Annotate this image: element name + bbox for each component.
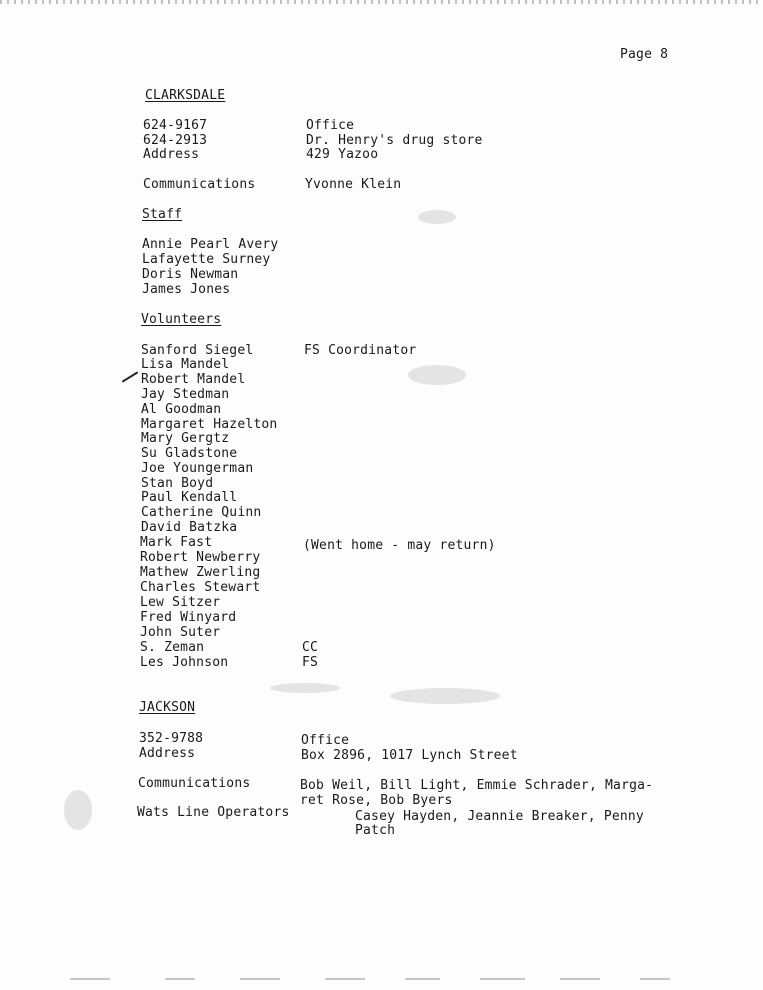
- scan-speck: [408, 365, 466, 385]
- volunteer-note: FS Coordinator: [304, 343, 417, 358]
- check-mark: [122, 371, 138, 382]
- bottom-perforation: [640, 978, 670, 980]
- bottom-perforation: [240, 978, 280, 980]
- volunteer-note: CC: [302, 640, 319, 655]
- clarksdale-communications-label: Communications: [143, 177, 256, 192]
- clarksdale-phone-2-label: Dr. Henry's drug store: [306, 133, 483, 148]
- clarksdale-phone-1-label: Office: [306, 118, 355, 133]
- volunteer-name: Joe Youngerman: [141, 461, 254, 476]
- volunteer-name: Robert Newberry: [140, 550, 261, 565]
- jackson-address-label: Address: [139, 746, 196, 761]
- volunteer-name: Mark Fast: [140, 535, 213, 550]
- volunteer-name: John Suter: [140, 625, 221, 640]
- volunteer-name: Mathew Zwerling: [140, 565, 261, 580]
- volunteer-name: Al Goodman: [141, 402, 222, 417]
- staff-member: Lafayette Surney: [142, 252, 271, 267]
- jackson-communications-line-1: Bob Weil, Bill Light, Emmie Schrader, Marga-: [300, 778, 654, 793]
- volunteer-name: Les Johnson: [140, 655, 229, 670]
- volunteer-name: Robert Mandel: [141, 372, 246, 387]
- staff-member: James Jones: [142, 282, 231, 297]
- clarksdale-address-value: 429 Yazoo: [306, 147, 379, 162]
- jackson-phone-label: Office: [301, 733, 350, 748]
- bottom-perforation: [560, 978, 600, 980]
- volunteer-name: Stan Boyd: [141, 476, 214, 491]
- volunteer-name: Sanford Siegel: [141, 343, 254, 358]
- clarksdale-address-label: Address: [143, 147, 200, 162]
- scan-speck: [270, 683, 340, 693]
- jackson-heading: JACKSON: [139, 700, 196, 715]
- volunteer-name: Lew Sitzer: [140, 595, 221, 610]
- clarksdale-phone-2: 624-2913: [143, 133, 208, 148]
- staff-member: Doris Newman: [142, 267, 239, 282]
- scan-speck: [418, 210, 456, 224]
- jackson-communications-label: Communications: [138, 776, 251, 791]
- volunteer-note: (Went home - may return): [303, 538, 496, 553]
- bottom-perforation: [325, 978, 365, 980]
- volunteers-heading: Volunteers: [141, 312, 222, 327]
- bottom-perforation: [480, 978, 525, 980]
- volunteer-name: David Batzka: [141, 520, 238, 535]
- volunteer-name: Lisa Mandel: [141, 357, 230, 372]
- volunteer-name: S. Zeman: [140, 640, 205, 655]
- volunteer-name: Paul Kendall: [141, 490, 238, 505]
- clarksdale-heading: CLARKSDALE: [145, 88, 226, 103]
- bottom-perforation: [70, 978, 110, 980]
- scan-speck: [390, 688, 500, 704]
- volunteer-name: Fred Winyard: [140, 610, 237, 625]
- clarksdale-phone-1: 624-9167: [143, 118, 208, 133]
- volunteer-name: Su Gladstone: [141, 446, 238, 461]
- volunteer-note: FS: [302, 655, 319, 670]
- volunteer-name: Margaret Hazelton: [141, 417, 278, 432]
- volunteer-name: Catherine Quinn: [141, 505, 262, 520]
- volunteer-name: Charles Stewart: [140, 580, 261, 595]
- wats-line-operators-line-1: Casey Hayden, Jeannie Breaker, Penny: [355, 809, 644, 824]
- staff-heading: Staff: [142, 207, 183, 222]
- jackson-phone: 352-9788: [139, 731, 204, 746]
- clarksdale-communications-value: Yvonne Klein: [305, 177, 402, 192]
- bottom-perforation: [405, 978, 440, 980]
- page-number: Page 8: [620, 47, 669, 62]
- top-perforation: [0, 0, 763, 4]
- scan-speck: [64, 790, 92, 830]
- jackson-address-value: Box 2896, 1017 Lynch Street: [301, 748, 518, 763]
- staff-member: Annie Pearl Avery: [142, 237, 279, 252]
- wats-line-operators-line-2: Patch: [355, 823, 396, 838]
- jackson-communications-line-2: ret Rose, Bob Byers: [300, 793, 453, 808]
- wats-line-label: Wats Line Operators: [137, 805, 290, 820]
- volunteer-name: Jay Stedman: [141, 387, 230, 402]
- bottom-perforation: [165, 978, 195, 980]
- volunteer-name: Mary Gergtz: [141, 431, 230, 446]
